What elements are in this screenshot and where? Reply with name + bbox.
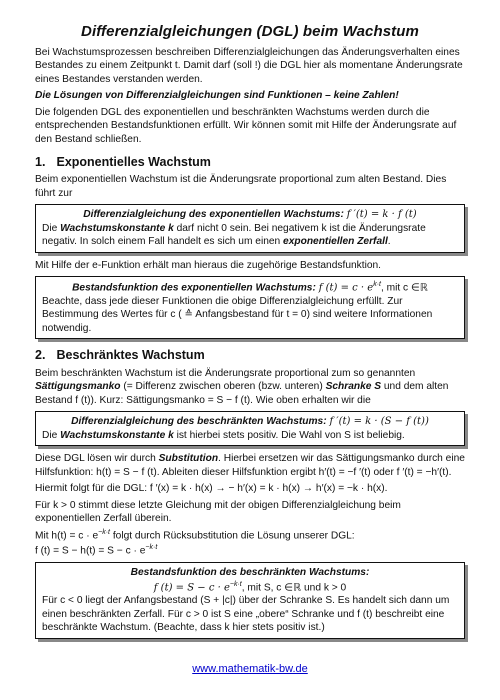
bes-dgl-text-1: Die [42,429,61,441]
exp-dgl-formula: f ′(t) = k · f (t) [346,209,417,221]
section-2-heading [35,347,465,364]
section-2-paragraph-2 [35,452,465,479]
s2-p1-c: (= Differenz zwischen oberen (bzw. unteren) [120,381,326,393]
section-2-paragraph-3: Hiermit folgt für die DGL: f ′(x) = k · h(x) → − h′(x) = k · h(x) → h′(x) = −k · h(x). [35,483,388,495]
bes-dgl-box [35,411,465,446]
document-page [35,22,465,645]
exp-dgl-text-bold-2: exponentiellen Zerfall [283,236,388,248]
page-title: Differenzialgleichungen (DGL) beim Wachstum [81,23,419,40]
s2-p2-a: Diese DGL lösen wir durch [35,453,159,465]
s2-p5-a: Mit h(t) = c · e [35,530,99,542]
exp-dgl-text-2: darf nicht 0 sein. Bei negativem k ist die Änderungsrate negativ. In solch einem Fall handelt es sich um einen [42,222,426,248]
s2-p1-a: Beim beschränkten Wachstum ist die Änderungsrate proportional zum so genannten [35,367,416,379]
section-2-title: Beschränktes Wachstum [56,348,205,363]
s2-p2-b: Substitution [158,453,219,465]
bes-dgl-box-head [42,415,458,428]
exp-bestand-box-head [42,280,458,295]
bes-dgl-text-2: ist hierbei stets positiv. Die Wahl von S ist beliebig. [173,429,405,441]
bes-bestand-exponent: −k·t [229,580,242,588]
exp-bestand-box-text: Beachte, dass jede dieser Funktionen die obige Differenzialgleichung erfüllt. Zur Bestimmung des Wertes für c ( ≙ Anfangsbestand für t = 0) sind weitere Informationen notwendig. [42,296,433,334]
section-1-heading [35,154,465,171]
exp-dgl-text-1: Die [42,222,61,234]
bes-dgl-box-title: Differenzialgleichung des beschränkten Wachstums: [71,416,327,428]
bes-dgl-formula: f ′(t) = k · (S − f (t)) [329,416,429,428]
section-2-paragraph-1 [35,367,465,407]
exp-dgl-box-text [42,222,458,249]
intro-emphasis: Die Lösungen von Differenzialgleichungen sind Funktionen – keine Zahlen! [35,90,399,102]
s2-p1-b: Sättigungsmanko [35,381,121,393]
bes-bestand-box-head [42,566,458,594]
s2-p6-a: f (t) = S − h(t) = S − c · e [35,545,146,557]
exp-bestand-exponent: k·t [373,281,381,289]
exp-dgl-box-head [42,208,458,221]
exp-dgl-text-3: . [387,236,391,248]
exp-bestand-box-title: Bestandsfunktion des exponentiellen Wachstums: [72,282,316,294]
bes-bestand-box [35,562,465,639]
bes-bestand-box-title: Bestandsfunktion des beschränkten Wachstums: [130,567,370,579]
exp-dgl-box [35,204,465,252]
intro-paragraph-1: Bei Wachstumsprozessen beschreiben Differenzialgleichungen das Änderungsverhalten eines Bestandes zu einem Zeitpunkt t. Damit darf (soll !) die DGL hier als momentane Änderungsrate eines Bestandes verstanden werden. [35,46,463,85]
section-2-paragraph-5 [35,528,465,558]
exp-bestand-box [35,276,465,339]
bes-bestand-box-text: Für c < 0 liegt der Anfangsbestand (S + |c|) über der Schranke S. Es handelt sich dann um einen beschränkten Zerfall. Für c > 0 ist S eine „obere“ Schranke und f (t) beschreibt eine beschränkte Wachstum. (Beachte, dass k hier stets positiv ist.) [42,595,450,634]
exp-dgl-text-bold-1: Wachstumskonstante k [60,222,174,234]
intro-paragraph-2: Die folgenden DGL des exponentiellen und beschränkten Wachstums werden durch die entsprechenden Bestandsfunktionen erfüllt. Wir können somit mit Hilfe der Änderungsrate auf den Bestand schließen. [35,106,457,145]
s2-p2-c: . Hierbei ersetzen wir das Sättigungsmanko durch eine Hilfsfunktion: h(t) = S − f (t). Ableiten dieser Hilfsfunktion ergibt h′(t) = −f ′(t) oder f ′(t) = −h′(t). [35,453,465,478]
footer-link[interactable]: www.mathematik-bw.de [192,663,308,675]
exp-bestand-condition: , mit c ∈ℝ [380,282,428,294]
section-1-paragraph-2: Mit Hilfe der e-Funktion erhält man hieraus die zugehörige Bestandsfunktion. [35,259,381,271]
bes-bestand-formula: f (t) = S − c · e [153,581,230,593]
exp-dgl-box-title: Differenzialgleichung des exponentiellen Wachstums: [83,209,344,221]
section-2-paragraph-4: Für k > 0 stimmt diese letzte Gleichung mit der obigen Differenzialgleichung beim exponentiellen Zerfall überein. [35,499,401,524]
exp-bestand-formula: f (t) = c · e [318,282,374,294]
bes-dgl-text-bold: Wachstumskonstante k [60,429,174,441]
s2-p1-d: Schranke S [325,381,382,393]
section-1-number: 1. [35,154,46,169]
section-2-number: 2. [35,348,46,363]
bes-dgl-box-text [42,429,458,442]
s2-p5-b: folgt durch Rücksubstitution die Lösung unserer DGL: [110,530,355,542]
bes-bestand-condition: , mit S, c ∈ℝ und k > 0 [241,581,347,593]
section-1-paragraph-1: Beim exponentiellen Wachstum ist die Änderungsrate proportional zum alten Bestand. Dies führt zur [35,174,447,199]
section-1-title: Exponentielles Wachstum [56,154,211,169]
s2-p5-exp: −k·t [98,529,110,537]
s2-p1-e: und dem alten Bestand f (t)). Kurz: Sättigungsmanko = S − f (t). Wie oben erhalten wir die [35,381,449,406]
s2-p6-exp: −k·t [145,544,158,552]
